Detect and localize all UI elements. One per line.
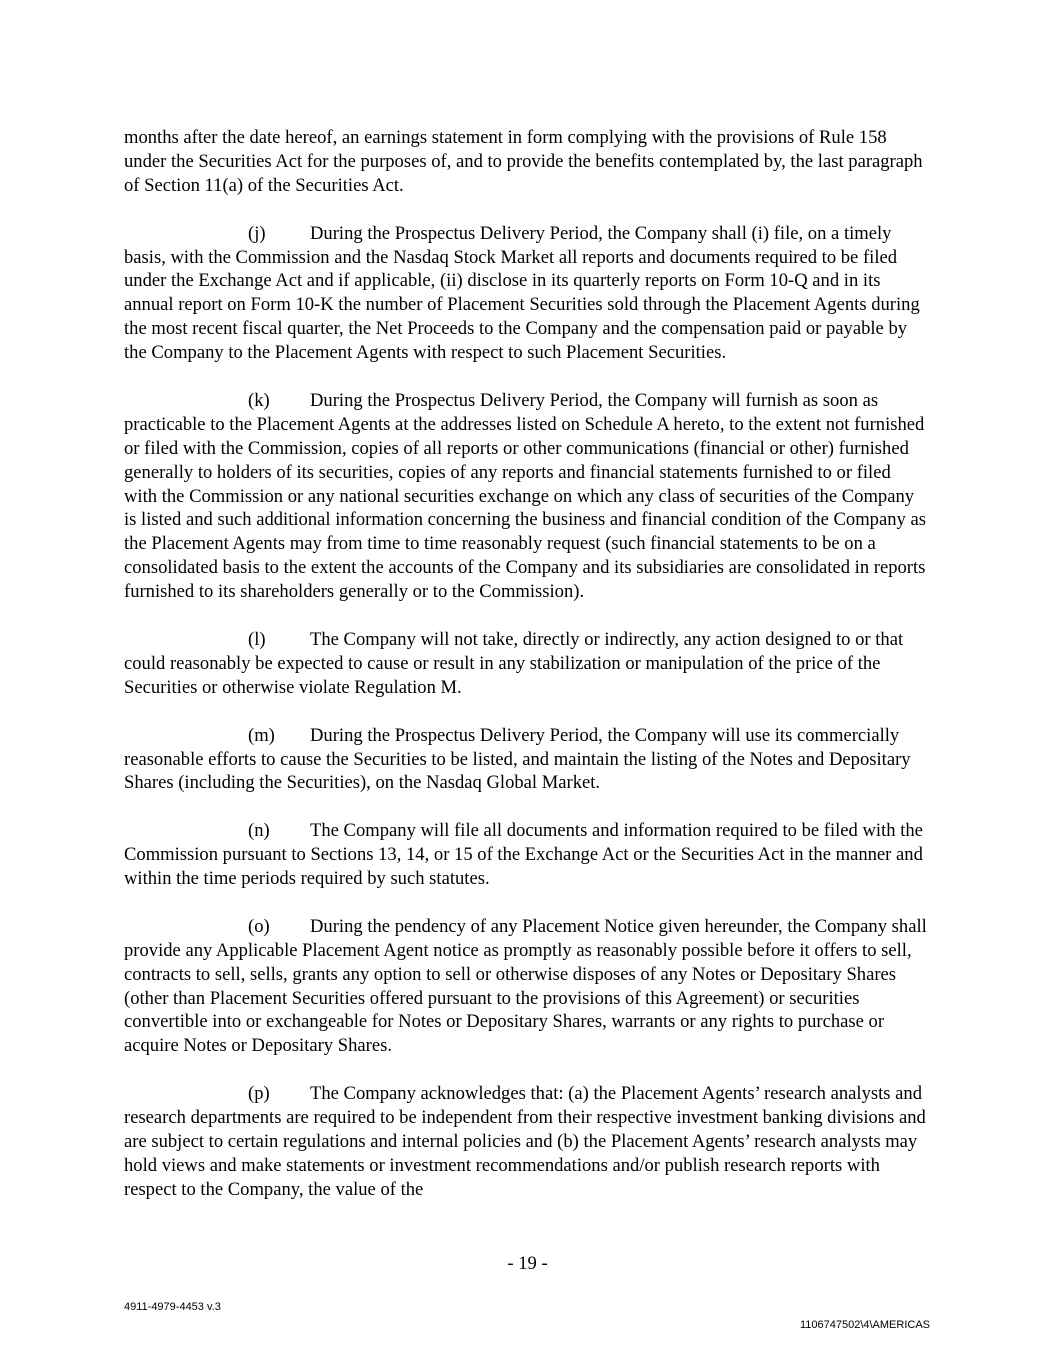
paragraph-l (124, 628, 928, 700)
paragraph-label: (n) (248, 820, 270, 842)
paragraph-o (124, 915, 928, 1058)
continuation-paragraph: months after the date hereof, an earnings statement in form complying with the provisions of Rule 158 under the Securities Act for the purposes of, and to provide the benefits contemplated by, the last paragraph of Section 11(a) of the Securities Act. (124, 127, 923, 196)
paragraph-k (124, 389, 928, 604)
paragraph-label: (j) (248, 222, 266, 244)
paragraph-text: During the pendency of any Placement Notice given hereunder, the Company shall provide any Applicable Placement Agent notice as promptly as reasonably possible before it offers to sell, contracts to sell, sells, grants any option to sell or otherwise disposes of any Notes or Depositary Shares (other than Placement Securities offered pursuant to the provisions of this Agreement) or securities convertible into or exchangeable for Notes or Depositary Shares, warrants or any rights to purchase or acquire Notes or Depositary Shares. (124, 915, 927, 1057)
paragraph-text: During the Prospectus Delivery Period, the Company will use its commercially reasonable efforts to cause the Securities to be listed, and maintain the listing of the Notes and Depositary Shares (including the Securities), on the Nasdaq Global Market. (124, 724, 911, 794)
paragraph-label: (o) (248, 915, 270, 937)
document-id: 4911-4979-4453 v.3 (124, 1301, 221, 1313)
paragraph-text: The Company will file all documents and information required to be filed with the Commission pursuant to Sections 13, 14, or 15 of the Exchange Act or the Securities Act in the manner and within the time periods required by such statutes. (124, 820, 923, 890)
paragraph-p (124, 1082, 928, 1202)
reference-id: 1106747502\4\AMERICAS (799, 1319, 930, 1331)
paragraph-label: (l) (248, 628, 266, 650)
paragraph-label: (k) (248, 389, 270, 411)
paragraph-n (124, 819, 928, 891)
paragraph-text: During the Prospectus Delivery Period, the Company shall (i) file, on a timely basis, with the Commission and the Nasdaq Stock Market all reports and documents required to be filed under the Exchange Act and if applicable, (ii) disclose in its quarterly reports on Form 10-Q and in its annual report on Form 10-K the number of Placement Securities sold through the Placement Agents during the most recent fiscal quarter, the Net Proceeds to the Company and the compensation paid or payable by the Company to the Placement Agents with respect to such Placement Securities. (124, 222, 920, 364)
paragraph-text: During the Prospectus Delivery Period, the Company will furnish as soon as practicable to the Placement Agents at the addresses listed on Schedule A hereto, to the extent not furnished or filed with the Commission, copies of all reports or other communications (financial or other) furnished generally to holders of its securities, copies of any reports and financial statements furnished to or filed with the Commission or any national securities exchange on which any class of securities of the Company is listed and such additional information concerning the business and financial condition of the Company as the Placement Agents may from time to time reasonably request (such financial statements to be on a consolidated basis to the extent the accounts of the Company and its subsidiaries are consolidated in reports furnished to its shareholders generally or to the Commission). (124, 389, 926, 603)
paragraph-m (124, 724, 928, 796)
page-number: - 19 - (507, 1253, 548, 1274)
paragraph-j (124, 222, 928, 365)
paragraph-label: (p) (248, 1083, 270, 1105)
paragraph-text: The Company will not take, directly or indirectly, any action designed to or that could reasonably be expected to cause or result in any stabilization or manipulation of the price of the Securities or otherwise violate Regulation M. (124, 628, 904, 698)
paragraph-label: (m) (248, 724, 275, 746)
paragraph-text: The Company acknowledges that: (a) the Placement Agents’ research analysts and research departments are required to be independent from their respective investment banking divisions and are subject to certain regulations and internal policies and (b) the Placement Agents’ research analysts may hold views and make statements or investment recommendations and/or publish research reports with respect to the Company, the value of the (124, 1083, 926, 1200)
body-text (124, 126, 928, 1226)
